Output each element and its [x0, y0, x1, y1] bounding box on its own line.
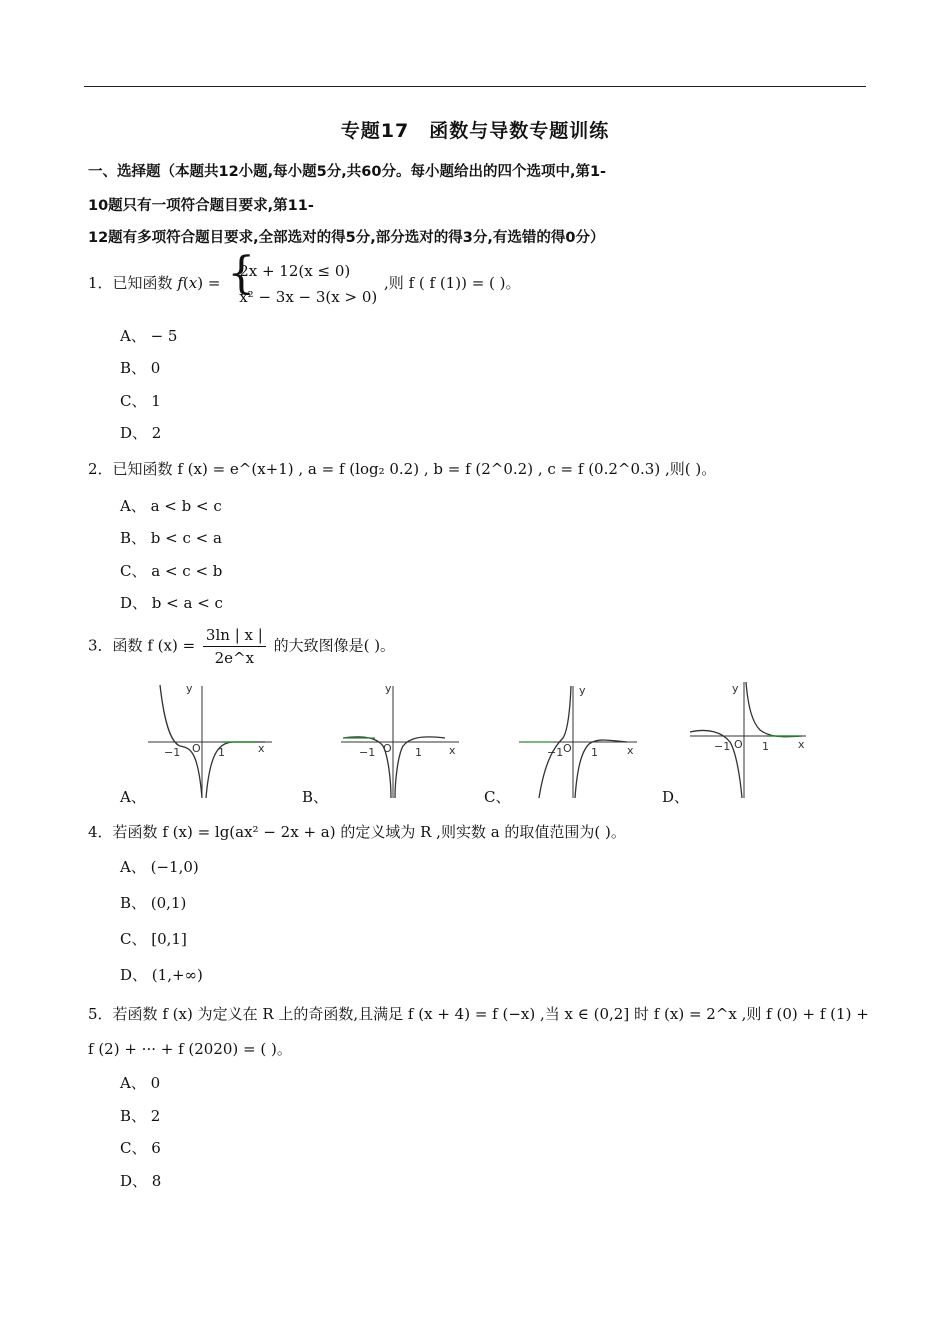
header-rule: [84, 86, 866, 87]
question-2: 2．已知函数 f (x) = e^(x+1) , a = f (log₂ 0.2) , b = f (2^0.2) , c = f (0.2^0.3) ,则( )。: [88, 460, 717, 478]
tick-zero: O: [563, 742, 572, 755]
section-instructions-3: 12题有多项符合题目要求,全部选对的得5分,部分选对的得3分,有选错的得0分）: [88, 230, 605, 246]
tick-pos: 1: [415, 746, 422, 759]
tick-neg: −1: [359, 746, 376, 759]
question-4: 4．若函数 f (x) = lg(ax² − 2x + a) 的定义域为 R ,则实数 a 的取值范围为( )。: [88, 823, 626, 841]
q5-option-a[interactable]: A、 0: [120, 1074, 161, 1092]
q5-option-b[interactable]: B、 2: [120, 1107, 161, 1125]
curve-right: [206, 742, 265, 798]
x-label: x: [798, 738, 805, 751]
piecewise-definition: { 2x + 12(x ≤ 0) x² − 3x − 3(x > 0): [227, 248, 378, 306]
q5-option-d[interactable]: D、 8: [120, 1172, 162, 1190]
graph-d-label[interactable]: D、: [662, 788, 690, 806]
y-label: y: [385, 682, 392, 695]
q4-option-b[interactable]: B、 (0,1): [120, 894, 187, 912]
q5-option-c[interactable]: C、 6: [120, 1139, 161, 1157]
q2-option-c[interactable]: C、 a < c < b: [120, 562, 223, 580]
tick-pos: 1: [218, 746, 225, 759]
graph-c-label[interactable]: C、: [484, 788, 511, 806]
q2-option-d[interactable]: D、 b < a < c: [120, 594, 223, 612]
graph-c[interactable]: [515, 680, 645, 800]
x-label: x: [627, 744, 634, 757]
tick-pos: 1: [762, 740, 769, 753]
question-5-line-2: f (2) + ··· + f (2020) = ( )。: [88, 1040, 292, 1058]
q4-option-d[interactable]: D、 (1,+∞): [120, 966, 203, 984]
q1-option-a[interactable]: A、 − 5: [120, 327, 178, 345]
q2-option-b[interactable]: B、 b < c < a: [120, 529, 222, 547]
q1-option-d[interactable]: D、 2: [120, 424, 162, 442]
x-label: x: [449, 744, 456, 757]
y-label: y: [579, 684, 586, 697]
curve-right: [746, 682, 802, 737]
q2-option-a[interactable]: A、 a < b < c: [120, 497, 222, 515]
section-instructions-2: 10题只有一项符合题目要求,第11-: [88, 198, 314, 214]
page-title: 专题17 函数与导数专题训练: [340, 120, 610, 142]
tick-neg: −1: [164, 746, 181, 759]
q4-option-c[interactable]: C、 [0,1]: [120, 930, 187, 948]
q4-option-a[interactable]: A、 (−1,0): [120, 858, 199, 876]
curve-right: [575, 740, 627, 798]
q1-option-b[interactable]: B、 0: [120, 359, 161, 377]
graph-d[interactable]: [688, 676, 812, 800]
fraction: $\frac{3\ln | x |}{2e\^{}x}$: [203, 624, 266, 669]
y-label: y: [732, 682, 739, 695]
y-label: y: [186, 682, 193, 695]
question-1: 1．已知函数 f(x) = { 2x + 12(x ≤ 0) x² − 3x − 3(x > 0) ,则 f ( f (1)) = ( )。: [88, 258, 521, 310]
graph-a-label[interactable]: A、: [120, 788, 146, 806]
section-instructions-1: 一、选择题（本题共12小题,每小题5分,共60分。每小题给出的四个选项中,第1-: [88, 164, 607, 180]
graph-a[interactable]: [140, 680, 280, 800]
tick-pos: 1: [591, 746, 598, 759]
graph-b[interactable]: [335, 680, 465, 800]
question-3: 3．函数 f (x) = $\frac{3\ln | x |}{2e\^{}x}$ 的大致图像是( )。: [88, 626, 396, 667]
tick-zero: O: [734, 738, 743, 751]
x-label: x: [258, 742, 265, 755]
q1-option-c[interactable]: C、 1: [120, 392, 161, 410]
tick-neg: −1: [714, 740, 731, 753]
question-5-line-1: 5．若函数 f (x) 为定义在 R 上的奇函数,且满足 f (x + 4) = f (−x) ,当 x ∈ (0,2] 时 f (x) = 2^x ,则 f (0) + f (1) +: [88, 1005, 869, 1023]
tick-neg: −1: [547, 746, 564, 759]
graph-b-label[interactable]: B、: [302, 788, 329, 806]
tick-zero: O: [383, 742, 392, 755]
tick-zero: O: [192, 742, 201, 755]
